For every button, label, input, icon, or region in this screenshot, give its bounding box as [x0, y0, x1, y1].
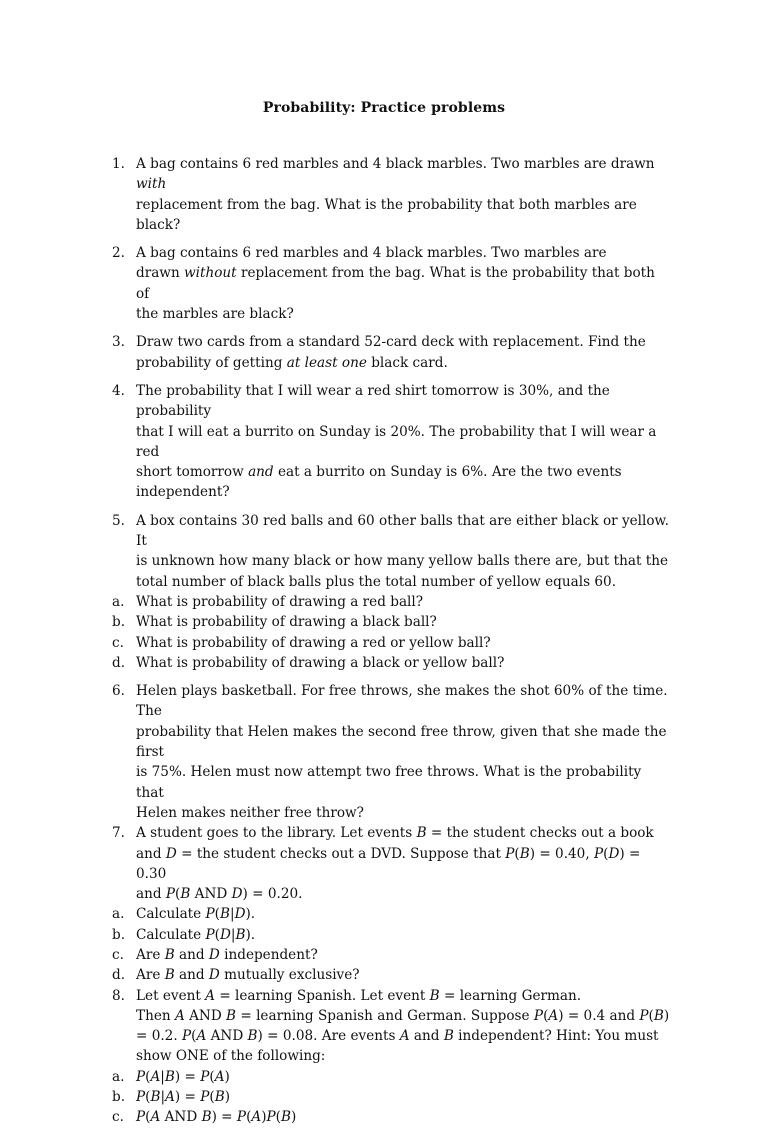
text-run: and: [174, 967, 209, 984]
text-run: independent?: [219, 946, 318, 963]
text-run: = learning German.: [439, 987, 582, 1004]
text-line: [136, 1026, 672, 1046]
problem-7b: [112, 925, 672, 945]
sub-question: What is probability of drawing a red or yellow ball?: [136, 634, 491, 651]
math-variable: B: [235, 926, 246, 943]
sub-label: a.: [112, 1068, 125, 1085]
text-run: replacement from the bag. What is the probability that both of: [136, 265, 655, 302]
math-variable: P: [136, 1089, 146, 1106]
text-run: (: [246, 1109, 252, 1126]
math-variable: B: [164, 946, 175, 963]
text-line: Helen plays basketball. For free throws, she makes the shot 60% of the time. The: [136, 683, 668, 720]
math-variable: A: [399, 1028, 410, 1045]
text-run: ) = 0.08. Are events: [257, 1028, 400, 1045]
text-line: probability that Helen makes the second free throw, given that she made the first: [136, 723, 667, 761]
problem-number: 2.: [112, 245, 125, 262]
problem-5b: [112, 612, 672, 632]
problem-number: 4.: [112, 382, 125, 399]
text-line: The probability that I will wear a red shirt tomorrow is 30%, and the probability: [136, 382, 610, 420]
text-run: ) = 0.20.: [242, 886, 303, 903]
text-line: [136, 1006, 672, 1026]
sub-label: a.: [112, 906, 125, 923]
sub-question: [136, 904, 672, 924]
math-variable: B: [429, 987, 440, 1004]
text-run: (: [603, 845, 609, 862]
text-run: ): [224, 1089, 231, 1106]
text-run: probability of getting: [136, 354, 287, 371]
text-line: [136, 154, 672, 195]
text-run: = learning Spanish. Let event: [215, 987, 430, 1004]
text-run: AND: [190, 886, 232, 903]
text-run: ): [261, 1109, 267, 1126]
text-run: A bag contains 6 red marbles and 4 black marbles. Two marbles are drawn: [136, 156, 655, 172]
math-variable: B: [219, 906, 230, 923]
sub-label: a.: [112, 593, 125, 610]
math-variable: P: [200, 1089, 210, 1106]
text-run: = the student checks out a book: [426, 825, 654, 842]
problem-8b: [112, 1087, 672, 1107]
math-variable: A: [251, 1109, 262, 1126]
math-variable: P: [136, 1109, 146, 1126]
text-line: [136, 884, 672, 904]
math-variable: B: [150, 1089, 161, 1106]
problem-number: 5.: [112, 512, 125, 529]
problem-number: 3.: [112, 334, 125, 351]
text-run: eat a burrito on Sunday is 6%. Are the two events: [273, 464, 622, 481]
math-variable: P: [205, 906, 215, 923]
text-run: Are: [136, 967, 165, 984]
text-run: (: [209, 1068, 215, 1085]
math-variable: P: [181, 1028, 192, 1045]
sub-question: [136, 945, 672, 965]
text-line: the marbles are black?: [136, 306, 294, 323]
problem-list: [112, 154, 672, 1128]
text-line: [136, 823, 672, 843]
math-variable: D: [608, 845, 620, 862]
problem-text: [136, 681, 672, 823]
math-variable: P: [200, 1068, 210, 1085]
math-variable: B: [416, 825, 427, 842]
text-run: ) =: [174, 1068, 201, 1085]
text-run: ) = 0.4 and: [558, 1007, 640, 1024]
text-run: and: [136, 886, 166, 903]
text-run: |: [229, 906, 235, 923]
text-line: is 75%. Helen must now attempt two free throws. What is the probability that: [136, 764, 642, 801]
problem-8a: [112, 1067, 672, 1087]
problem-4: [112, 381, 672, 503]
text-run: and: [174, 946, 209, 963]
math-variable: A: [214, 1068, 225, 1085]
sub-question: [136, 1087, 672, 1107]
math-variable: D: [165, 845, 177, 862]
math-variable: D: [234, 906, 246, 923]
text-run: (: [514, 845, 520, 862]
text-run: and: [409, 1028, 444, 1045]
text-line: Draw two cards from a standard 52-card deck with replacement. Find the: [136, 334, 646, 351]
text-run: ).: [245, 926, 256, 943]
text-run: Let event: [136, 987, 206, 1004]
problem-text: [136, 986, 672, 1067]
text-run: (: [175, 886, 181, 903]
text-line: [136, 462, 672, 482]
text-run: ): [663, 1007, 670, 1024]
text-run: = 0.2.: [136, 1028, 182, 1045]
problem-7: [112, 823, 672, 904]
text-run: ) = 0.30: [136, 845, 641, 882]
math-variable: B: [247, 1028, 258, 1045]
sub-question: [136, 925, 672, 945]
page-title: Probability: Practice problems: [262, 100, 506, 116]
problem-1: [112, 154, 672, 235]
problem-text: [136, 243, 672, 324]
emphasis-text: with: [136, 176, 167, 193]
math-variable: B: [280, 1109, 291, 1126]
sub-question: [136, 965, 672, 985]
emphasis-text: at least one: [286, 354, 367, 371]
text-line: show ONE of the following:: [136, 1048, 326, 1065]
text-run: Then: [136, 1007, 175, 1024]
text-run: = the student checks out a DVD. Suppose that: [176, 845, 506, 862]
math-variable: P: [639, 1007, 649, 1024]
math-variable: P: [593, 845, 604, 862]
sub-question: [136, 1107, 672, 1127]
text-run: and: [136, 845, 166, 862]
sub-label: c.: [112, 946, 124, 963]
text-run: short tomorrow: [136, 464, 249, 481]
math-variable: D: [208, 946, 220, 963]
emphasis-text: without: [184, 265, 237, 282]
sub-label: d.: [112, 967, 126, 984]
text-run: (: [214, 906, 220, 923]
math-variable: P: [505, 845, 515, 862]
sub-label: b.: [112, 1089, 126, 1106]
text-run: Calculate: [136, 926, 206, 943]
math-variable: B: [214, 1089, 225, 1106]
text-run: (: [191, 1028, 197, 1045]
math-variable: A: [150, 1109, 161, 1126]
text-run: independent? Hint: You must: [453, 1028, 659, 1045]
text-run: (: [648, 1007, 654, 1024]
math-variable: B: [201, 1109, 212, 1126]
problem-text: [136, 823, 672, 904]
sub-question: [136, 1067, 672, 1087]
text-run: ): [224, 1068, 230, 1085]
math-variable: B: [443, 1028, 454, 1045]
problem-number: 6.: [112, 683, 125, 700]
math-variable: P: [236, 1109, 247, 1126]
sub-label: b.: [112, 926, 126, 943]
problem-number: 7.: [112, 825, 125, 842]
problem-5: [112, 511, 672, 592]
math-variable: P: [205, 926, 215, 943]
text-run: |: [230, 926, 236, 943]
math-variable: P: [136, 1068, 146, 1085]
text-line: replacement from the bag. What is the probability that both marbles are black?: [136, 196, 637, 233]
math-variable: A: [196, 1028, 207, 1045]
sub-label: c.: [112, 1109, 124, 1126]
math-variable: B: [226, 1007, 237, 1024]
math-variable: B: [519, 845, 530, 862]
problem-7a: [112, 904, 672, 924]
text-run: AND: [160, 1109, 202, 1126]
problem-text: [136, 154, 672, 235]
text-line: independent?: [136, 484, 230, 501]
text-line: A bag contains 6 red marbles and 4 black marbles. Two marbles are: [136, 245, 607, 262]
text-run: ) =: [174, 1089, 201, 1106]
problem-text: [136, 511, 672, 592]
text-run: |: [160, 1089, 166, 1106]
math-variable: D: [231, 886, 243, 903]
sub-label: b.: [112, 614, 126, 631]
emphasis-text: and: [248, 464, 274, 481]
math-variable: B: [164, 967, 175, 984]
math-variable: A: [165, 1089, 175, 1106]
text-run: (: [214, 926, 220, 943]
math-variable: A: [205, 987, 215, 1004]
problem-3: [112, 332, 672, 373]
text-run: AND: [206, 1028, 248, 1045]
text-run: black card.: [366, 354, 448, 371]
problem-2: [112, 243, 672, 324]
sub-question: What is probability of drawing a black or yellow ball?: [136, 654, 505, 671]
text-run: |: [160, 1068, 165, 1085]
math-variable: B: [180, 886, 191, 903]
text-run: (: [145, 1089, 151, 1106]
problem-8c: [112, 1107, 672, 1127]
text-run: (: [145, 1068, 151, 1085]
math-variable: P: [165, 886, 176, 903]
text-run: Calculate: [136, 906, 206, 923]
text-line: total number of black balls plus the total number of yellow equals 60.: [136, 573, 617, 590]
text-run: ).: [245, 906, 256, 923]
math-variable: D: [208, 967, 220, 984]
text-line: is unknown how many black or how many yellow balls there are, but that the: [136, 553, 669, 570]
problem-7d: [112, 965, 672, 985]
math-variable: P: [266, 1109, 276, 1126]
math-variable: D: [219, 926, 231, 943]
text-run: (: [145, 1109, 151, 1126]
problem-7c: [112, 945, 672, 965]
text-line: [136, 353, 672, 373]
text-run: (: [275, 1109, 281, 1126]
text-line: [136, 986, 672, 1006]
math-variable: A: [174, 1007, 185, 1024]
text-line: Helen makes neither free throw?: [136, 804, 364, 821]
text-run: drawn: [136, 265, 185, 282]
sub-label: c.: [112, 634, 124, 651]
text-run: ): [290, 1109, 297, 1126]
text-line: A box contains 30 red balls and 60 other balls that are either black or yellow. It: [136, 512, 669, 550]
problem-text: [136, 381, 672, 503]
problem-5c: [112, 633, 672, 653]
text-run: Are: [136, 946, 165, 963]
sub-question: What is probability of drawing a black ball?: [136, 614, 437, 631]
text-run: mutually exclusive?: [219, 967, 360, 984]
text-run: ) = 0.40,: [529, 845, 594, 862]
problem-8: [112, 986, 672, 1067]
text-run: A student goes to the library. Let events: [136, 825, 417, 842]
problem-text: [136, 332, 672, 373]
text-line: that I will eat a burrito on Sunday is 20%. The probability that I will wear a red: [136, 423, 657, 460]
math-variable: A: [150, 1068, 161, 1085]
sub-label: d.: [112, 654, 126, 671]
math-variable: B: [164, 1068, 175, 1085]
problem-number: 1.: [112, 156, 125, 172]
text-run: (: [543, 1007, 549, 1024]
problem-6: [112, 681, 672, 823]
text-line: [136, 263, 672, 304]
text-run: AND: [184, 1007, 227, 1024]
problem-5a: [112, 592, 672, 612]
text-line: [136, 844, 672, 885]
problem-number: 8.: [112, 987, 125, 1004]
math-variable: P: [533, 1007, 544, 1024]
problem-5d: [112, 653, 672, 673]
text-run: ) =: [211, 1109, 237, 1126]
text-run: = learning Spanish and German. Suppose: [236, 1007, 534, 1024]
text-run: (: [209, 1089, 215, 1106]
math-variable: B: [653, 1007, 664, 1024]
sub-question: What is probability of drawing a red ball?: [136, 593, 424, 610]
math-variable: A: [548, 1007, 559, 1024]
